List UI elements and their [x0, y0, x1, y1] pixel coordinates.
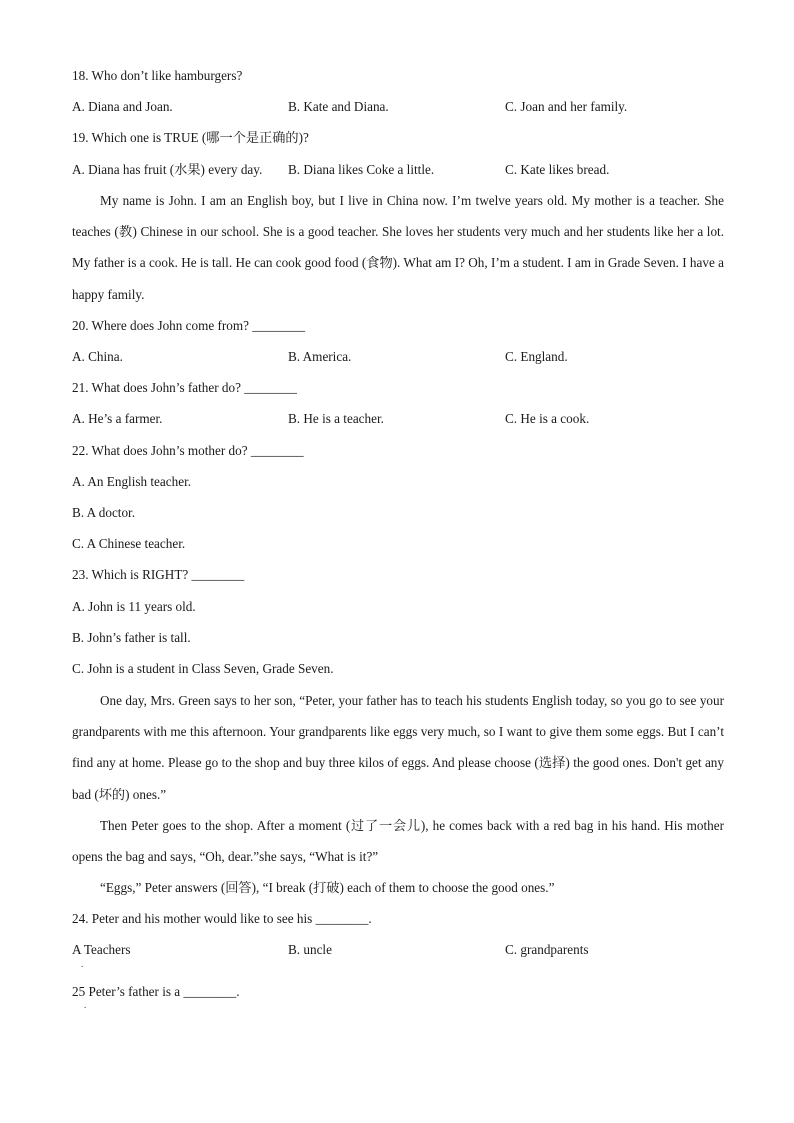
q24-option-b: B. uncle: [288, 942, 332, 957]
q24-dot-mark: .: [81, 959, 84, 969]
question-20-stem: 20. Where does John come from? ________: [72, 318, 306, 333]
q18-option-c: C. Joan and her family.: [505, 99, 628, 114]
question-18-stem: 18. Who don’t like hamburgers?: [72, 68, 243, 83]
passage-john: My name is John. I am an English boy, but I live in China now. I’m twelve years old. My mother is a teacher. She teaches (教) Chinese in our school. She is a good teacher. She loves her students very much and her students like her a lot. My father is a cook. He is tall. He can cook good food (食物). What am I? Oh, I’m a student. I am in Grade Seven. I have a happy family.: [72, 193, 724, 302]
question-22-stem: 22. What does John’s mother do? ________: [72, 443, 304, 458]
passage-peter-1: One day, Mrs. Green says to her son, “Peter, your father has to teach his students English today, so you go to see your grandparents with me this afternoon. Your grandparents like eggs very much, so I want to give them some eggs. But I can’t find any at home. Please go to the shop and buy three kilos of eggs. And please choose (选择) the good ones. Don't get any bad (坏的) ones.”: [72, 693, 724, 802]
q23-option-b: B. John’s father is tall.: [72, 630, 191, 645]
q24-option-c: C. grandparents: [505, 942, 589, 957]
q19-option-a: A. Diana has fruit (水果) every day.: [72, 162, 263, 177]
question-25-stem: 25 Peter’s father is a ________.: [72, 984, 240, 999]
question-21-stem: 21. What does John’s father do? ________: [72, 380, 298, 395]
q21-option-c: C. He is a cook.: [505, 411, 590, 426]
q25-dot-mark: .: [84, 1000, 87, 1010]
q22-option-a: A. An English teacher.: [72, 474, 192, 489]
q18-option-a: A. Diana and Joan.: [72, 99, 173, 114]
q21-option-b: B. He is a teacher.: [288, 411, 384, 426]
question-24-stem: 24. Peter and his mother would like to see his ________.: [72, 911, 372, 926]
question-19-stem: 19. Which one is TRUE (哪一个是正确的)?: [72, 130, 309, 145]
q23-option-a: A. John is 11 years old.: [72, 599, 196, 614]
question-23-stem: 23. Which is RIGHT? ________: [72, 567, 245, 582]
passage-peter-3: “Eggs,” Peter answers (回答), “I break (打破) each of them to choose the good ones.”: [100, 880, 555, 895]
q21-option-a: A. He’s a farmer.: [72, 411, 163, 426]
q24-option-a: A Teachers: [72, 942, 131, 957]
q20-option-c: C. England.: [505, 349, 568, 364]
q23-option-c: C. John is a student in Class Seven, Grade Seven.: [72, 661, 334, 676]
q22-option-b: B. A doctor.: [72, 505, 136, 520]
passage-peter-2: Then Peter goes to the shop. After a moment (过了一会儿), he comes back with a red bag in his hand. His mother opens the bag and says, “Oh, dear.”she says, “What is it?”: [72, 818, 724, 865]
q18-option-b: B. Kate and Diana.: [288, 99, 389, 114]
q19-option-b: B. Diana likes Coke a little.: [288, 162, 435, 177]
q22-option-c: C. A Chinese teacher.: [72, 536, 186, 551]
q20-option-a: A. China.: [72, 349, 123, 364]
q19-option-c: C. Kate likes bread.: [505, 162, 610, 177]
q20-option-b: B. America.: [288, 349, 352, 364]
